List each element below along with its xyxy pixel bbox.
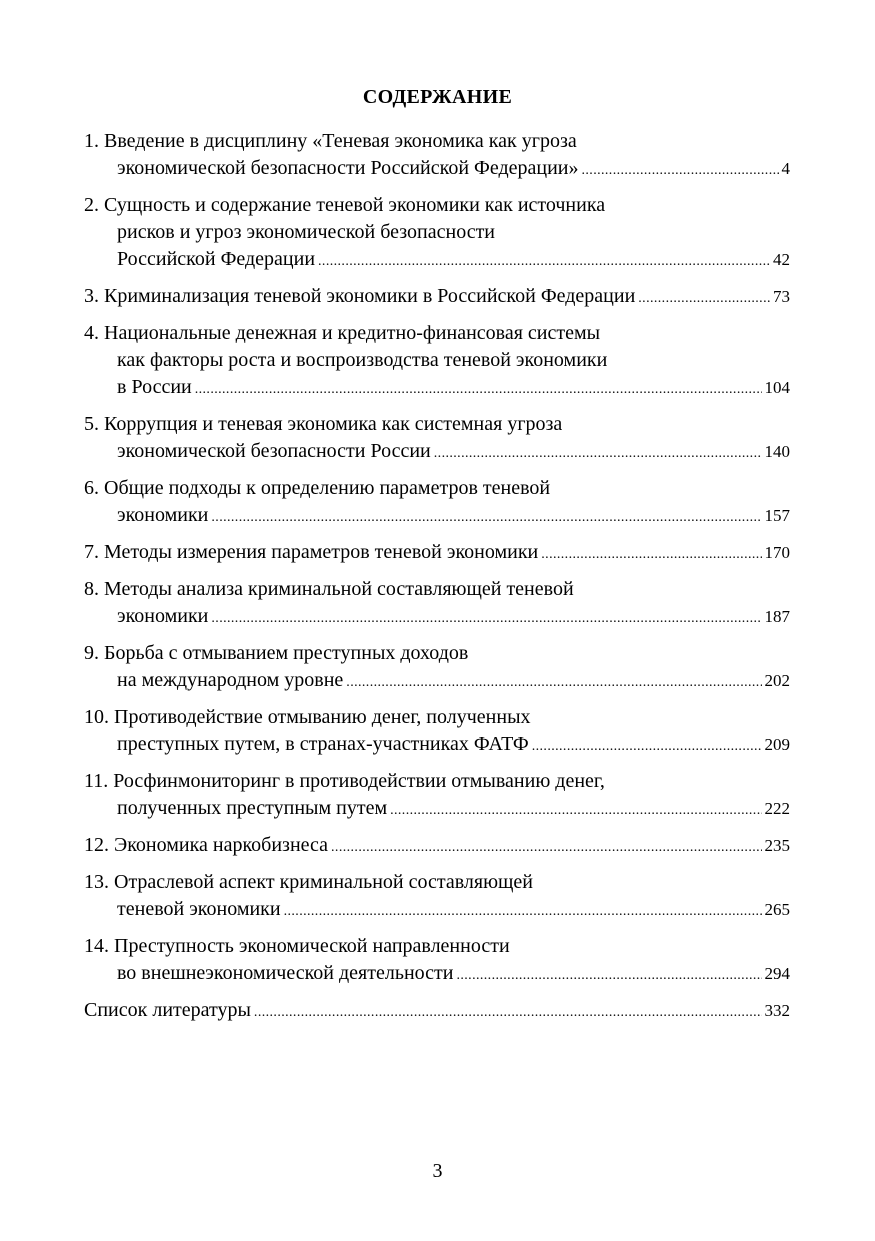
table-of-contents [84,128,790,1034]
dot-leader [318,248,770,275]
toc-page-number: 202 [764,671,790,690]
toc-entry-line: 5. Коррупция и теневая экономика как системная угроза [84,413,563,435]
toc-entry-line: 1. Введение в дисциплину «Теневая экономика как угроза [84,130,577,152]
dot-leader [211,605,761,632]
toc-entry [84,192,790,275]
dot-leader [195,376,762,403]
toc-entry [84,997,790,1026]
dot-leader [346,669,761,696]
dot-leader [582,157,779,184]
page-number: 3 [432,1160,443,1182]
dot-leader [532,733,762,760]
toc-entry-line: полученных преступным путем [117,797,388,819]
toc-entry [84,128,790,184]
toc-page-number: 140 [764,442,790,461]
dot-leader [456,962,761,989]
toc-entry-line: 3. Криминализация теневой экономики в Российской Федерации [84,285,636,307]
toc-page-number: 294 [764,964,790,983]
dot-leader [284,898,762,925]
toc-entry-line: 14. Преступность экономической направленности [84,935,510,957]
toc-entry-line: в России [117,376,192,398]
toc-entry-line: рисков и угроз экономической безопасности [117,221,496,243]
toc-entry [84,539,790,568]
toc-entry-last-line [84,283,790,312]
toc-page-number: 157 [764,506,790,525]
toc-entry-line: 7. Методы измерения параметров теневой экономики [84,541,539,563]
toc-page-number: 4 [781,159,790,178]
toc-entry-last-line [84,896,790,925]
toc-entry-last-line [84,246,790,275]
toc-entry [84,576,790,632]
toc-entry-line: 6. Общие подходы к определению параметров теневой [84,477,551,499]
toc-entry [84,768,790,824]
toc-page-number: 187 [764,607,790,626]
toc-page-number: 104 [764,378,790,397]
toc-entry-line: 10. Противодействие отмыванию денег, полученных [84,706,531,728]
toc-page-number: 42 [773,250,790,269]
dot-leader [211,504,761,531]
toc-page-number: 235 [764,836,790,855]
toc-entry [84,869,790,925]
toc-entry-line: 9. Борьба с отмыванием преступных доходов [84,642,469,664]
toc-entry-line: экономики [117,605,209,627]
toc-page-number: 209 [764,735,790,754]
toc-entry-last-line [84,832,790,861]
dot-leader [254,999,762,1026]
toc-entry-line: 12. Экономика наркобизнеса [84,834,329,856]
toc-entry-last-line [84,960,790,989]
toc-entry-last-line [84,667,790,696]
dot-leader [434,440,762,467]
toc-entry-last-line [84,795,790,824]
toc-entry [84,832,790,861]
toc-entry-line: Российской Федерации [117,248,316,270]
toc-entry-last-line [84,539,790,568]
toc-entry-last-line [84,603,790,632]
toc-entry [84,933,790,989]
toc-entry [84,640,790,696]
toc-entry-line: во внешнеэкономической деятельности [117,962,454,984]
dot-leader [390,797,761,824]
toc-entry-last-line [84,374,790,403]
toc-entry [84,320,790,403]
dot-leader [638,285,770,312]
toc-page-number: 170 [764,543,790,562]
toc-entry-last-line [84,502,790,531]
toc-entry-line: 13. Отраслевой аспект криминальной составляющей [84,871,534,893]
toc-entry [84,283,790,312]
toc-entry-line: 4. Национальные денежная и кредитно-финансовая системы [84,322,601,344]
toc-entry-last-line [84,438,790,467]
toc-entry-last-line [84,997,790,1026]
toc-entry-line: Список литературы [84,999,251,1021]
toc-entry [84,411,790,467]
toc-entry-last-line [84,155,790,184]
toc-page-number: 332 [764,1001,790,1020]
toc-entry-line: 8. Методы анализа криминальной составляющей теневой [84,578,574,600]
toc-entry-line: экономической безопасности России [117,440,431,462]
dot-leader [331,834,761,861]
page-title: СОДЕРЖАНИЕ [362,86,513,108]
toc-entry-line: на международном уровне [117,669,344,691]
toc-entry-line: как факторы роста и воспроизводства теневой экономики [117,349,608,371]
toc-entry [84,704,790,760]
toc-entry-line: 11. Росфинмониторинг в противодействии отмыванию денег, [84,770,605,792]
toc-entry-line: теневой экономики [117,898,281,920]
toc-page-number: 73 [773,287,790,306]
dot-leader [541,541,761,568]
toc-entry-line: преступных путем, в странах-участниках ФАТФ [117,733,529,755]
toc-entry [84,475,790,531]
toc-entry-line: 2. Сущность и содержание теневой экономики как источника [84,194,606,216]
toc-entry-line: экономической безопасности Российской Федерации» [117,157,579,179]
toc-page-number: 222 [764,799,790,818]
toc-page-number: 265 [764,900,790,919]
toc-entry-last-line [84,731,790,760]
toc-entry-line: экономики [117,504,209,526]
